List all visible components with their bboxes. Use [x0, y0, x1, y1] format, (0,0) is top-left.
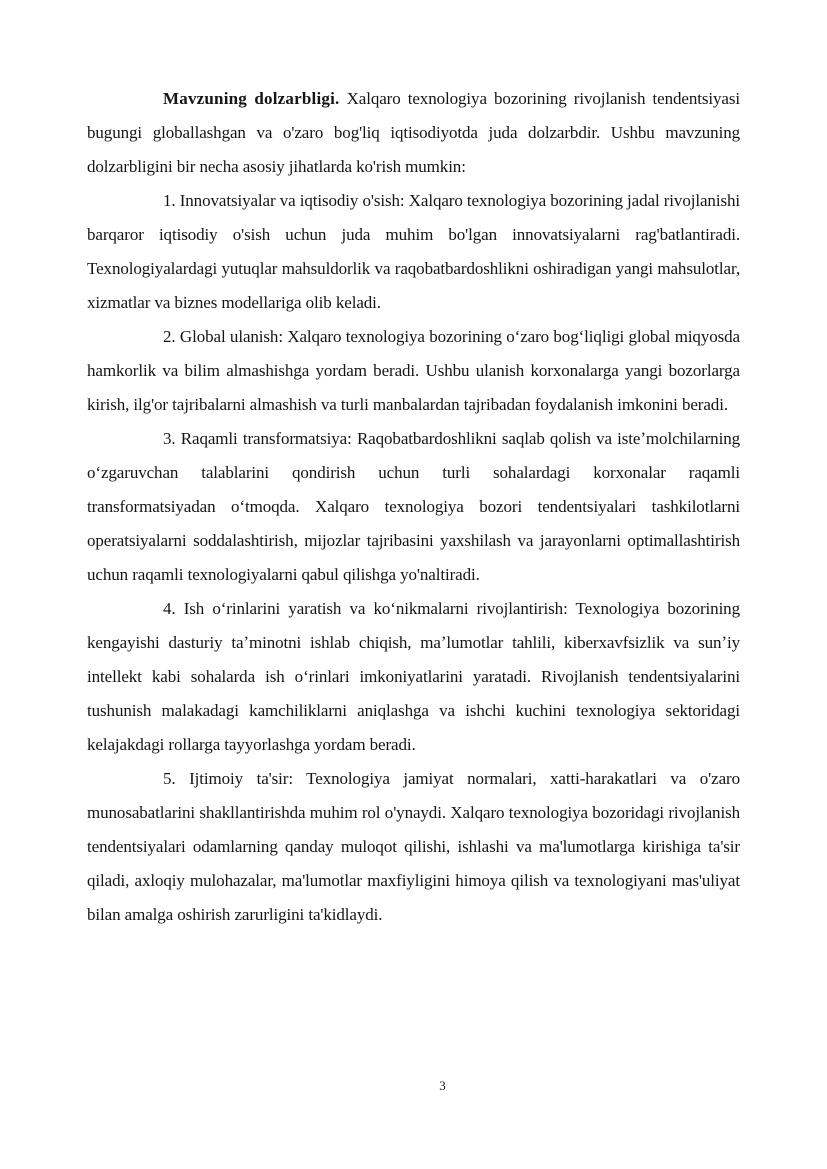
paragraph-item-4: 4. Ish oʻrinlarini yaratish va koʻnikmalarni rivojlantirish: Texnologiya bozorining kengayishi dasturiy taʼminotni ishlab chiqish, maʼlumotlar tahlili, kiberxavfsizlik va sunʼiy intellekt kabi sohalarda ish oʻrinlari imkoniyatlarini yaratadi. Rivojlanish tendentsiyalarini tushunish malakadagi kamchiliklarni aniqlashga va ishchi kuchini texnologiya sektoridagi kelajakdagi rollarga tayyorlashga yordam beradi. [87, 599, 740, 754]
paragraph-item-3: 3. Raqamli transformatsiya: Raqobatbardoshlikni saqlab qolish va isteʼmolchilarning oʻzgaruvchan talablarini qondirish uchun turli sohalardagi korxonalar raqamli transformatsiyadan oʻtmoqda. Xalqaro texnologiya bozori tendentsiyalari tashkilotlarni operatsiyalarni soddalashtirish, mijozlar tajribasini yaxshilash va jarayonlarni optimallashtirish uchun raqamli texnologiyalarni qabul qilishga yo'naltiradi. [87, 429, 740, 584]
intro-lead-bold: Mavzuning dolzarbligi. [163, 89, 340, 108]
page-body [87, 82, 740, 932]
paragraph-item-5: 5. Ijtimoiy ta'sir: Texnologiya jamiyat normalari, xatti-harakatlari va o'zaro munosabatlarini shakllantirishda muhim rol o'ynaydi. Xalqaro texnologiya bozoridagi rivojlanish tendentsiyalari odamlarning qanday muloqot qilishi, ishlashi va ma'lumotlarga kirishiga ta'sir qiladi, axloqiy mulohazalar, ma'lumotlar maxfiyligini himoya qilish va texnologiyani mas'uliyat bilan amalga oshirish zarurligini ta'kidlaydi. [87, 769, 740, 924]
intro-text: Xalqaro texnologiya bozorining rivojlanish tendentsiyasi bugungi globallashgan va o'zaro bog'liq iqtisodiyotda juda dolzarbdir. Ushbu mavzuning dolzarbligini bir necha asosiy jihatlarda ko'rish mumkin: [87, 89, 740, 176]
paragraph-intro [87, 82, 740, 184]
paragraph-item-2: 2. Global ulanish: Xalqaro texnologiya bozorining oʻzaro bogʻliqligi global miqyosda hamkorlik va bilim almashishga yordam beradi. Ushbu ulanish korxonalarga yangi bozorlarga kirish, ilg'or tajribalarni almashish va turli manbalardan tajribadan foydalanish imkonini beradi. [87, 327, 740, 414]
paragraph-item-1: 1. Innovatsiyalar va iqtisodiy o'sish: Xalqaro texnologiya bozorining jadal rivojlanishi barqaror iqtisodiy o'sish uchun juda muhim bo'lgan innovatsiyalarni rag'batlantiradi. Texnologiyalardagi yutuqlar mahsuldorlik va raqobatbardoshlikni oshiradigan yangi mahsulotlar, xizmatlar va biznes modellariga olib keladi. [87, 191, 740, 312]
page-number: 3 [439, 1078, 446, 1093]
